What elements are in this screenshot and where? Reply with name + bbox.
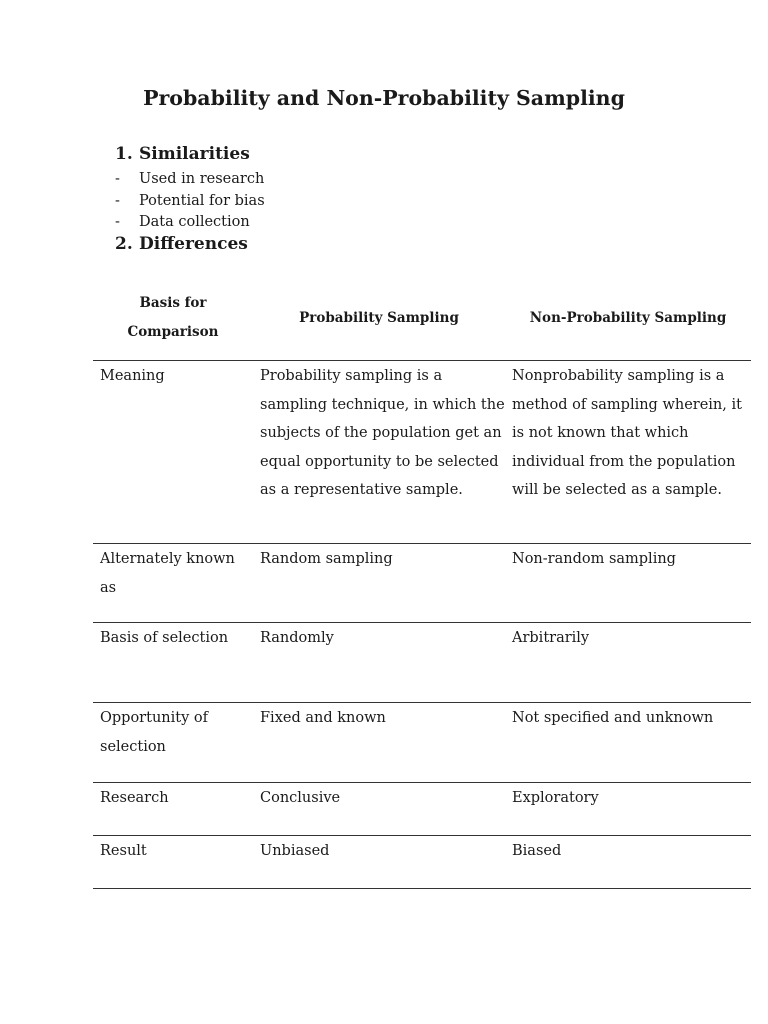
section-heading-text: Similarities [139, 144, 250, 164]
table-cell: Result [100, 843, 147, 859]
table-cell: Arbitrarily [512, 630, 590, 646]
table-header-cell [93, 276, 253, 360]
section-heading-text: Differences [139, 234, 248, 254]
comparison-table [93, 276, 751, 889]
table-cell: Nonprobability sampling is a method of sampling wherein, it is not known that which individual from the population will be selected as a sample. [512, 368, 742, 498]
table-cell: Not specified and unknown [512, 710, 714, 726]
list-marker: - [115, 171, 120, 187]
section-number: 2. [115, 234, 133, 254]
table-header-cell: Probability Sampling [299, 309, 459, 326]
table-row [93, 783, 751, 836]
table-cell: Research [100, 790, 169, 806]
table-cell: Non-random sampling [512, 551, 676, 567]
section-heading-differences [115, 234, 248, 254]
table-cell: Fixed and known [260, 710, 386, 726]
similarities-list [115, 169, 265, 234]
table-cell: Random sampling [260, 551, 393, 567]
list-item [115, 212, 265, 234]
table-cell: Unbiased [260, 843, 330, 859]
list-item-text: Data collection [139, 214, 250, 230]
table-cell: Basis of selection [100, 630, 229, 646]
table-row [93, 836, 751, 889]
table-cell: Probability sampling is a sampling technique, in which the subjects of the population get an equal opportunity to be selected as a representative sample. [260, 368, 505, 498]
table-cell: Exploratory [512, 790, 599, 806]
table-cell: Biased [512, 843, 562, 859]
header-text: Basis for Comparison [127, 295, 219, 340]
table-header-cell: Non-Probability Sampling [529, 309, 727, 326]
list-marker: - [115, 192, 120, 209]
table-cell: Randomly [260, 630, 334, 646]
list-item-text: Potential for bias [139, 192, 265, 209]
table-row [93, 544, 751, 623]
table-row [93, 361, 751, 544]
table-row [93, 623, 751, 703]
table-row [93, 703, 751, 783]
list-marker: - [115, 214, 120, 230]
list-item [115, 169, 265, 191]
table-header-row [93, 276, 751, 361]
page-title: Probability and Non-Probability Sampling [143, 86, 625, 110]
list-item-text: Used in research [139, 171, 265, 187]
table-cell: Opportunity of selection [100, 710, 208, 755]
table-cell: Alternately known as [100, 551, 235, 596]
table-cell: Meaning [100, 368, 165, 384]
section-number: 1. [115, 144, 133, 164]
list-item [115, 191, 265, 213]
section-heading-similarities [115, 144, 250, 164]
table-cell: Conclusive [260, 790, 341, 806]
